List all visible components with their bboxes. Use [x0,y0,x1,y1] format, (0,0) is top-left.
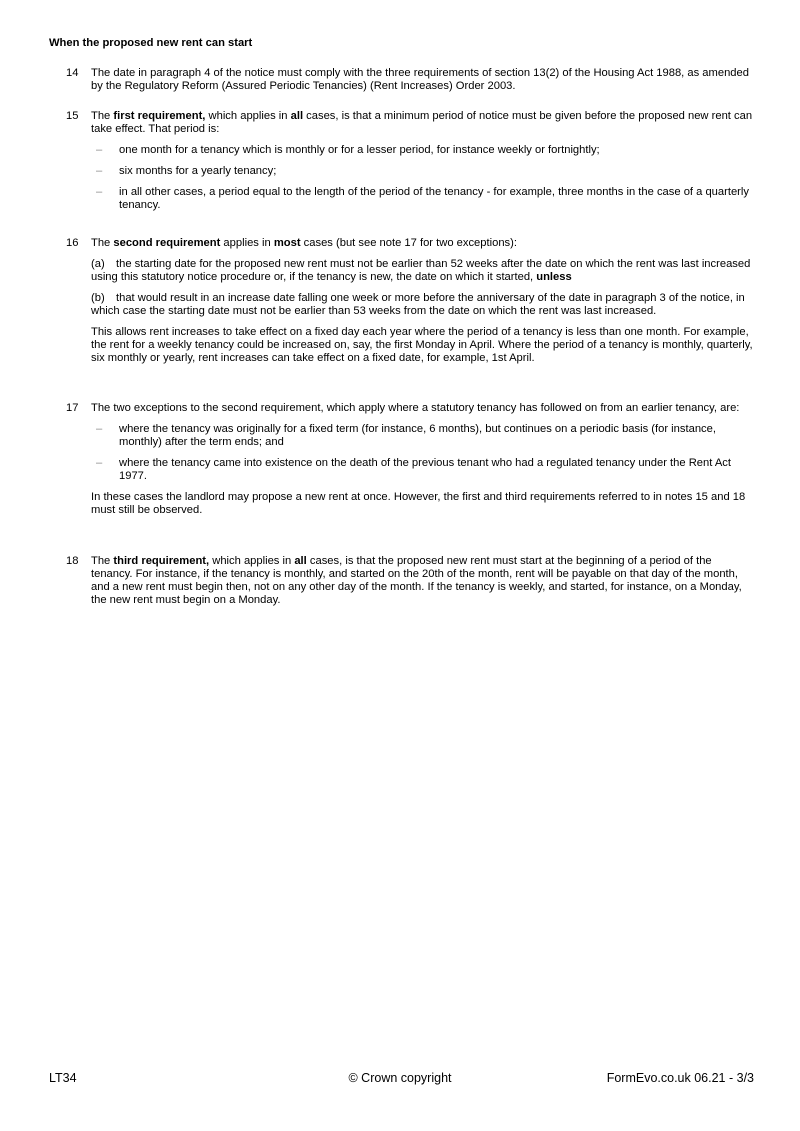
sub-item-a: (a) the starting date for the proposed new rent must not be earlier than 52 weeks after the date on which the rent was last increased using this statutory notice procedure or, if the tenancy is new, the date on which it started, unless [91,258,751,283]
list-item: – where the tenancy was originally for a fixed term (for instance, 6 months), but continues on a periodic basis (for instance, monthly) after the term ends; and [96,423,716,448]
list-item: – where the tenancy came into existence on the death of the previous tenant who had a regulated tenancy under the Rent Act 1977. [96,457,731,482]
sub-item-b: (b) that would result in an increase date falling one week or more before the anniversary of the date in paragraph 3 of the notice, in which case the starting date must not be earlier than 53 weeks from the date on which the rent was last increased. [91,292,745,317]
footer-copyright: © Crown copyright [348,1071,452,1085]
note-number: 16 [66,237,79,249]
note-15 [66,110,756,220]
note-14 [66,67,756,93]
note-number: 17 [66,402,79,414]
sub-paragraphs [91,258,756,365]
footer-form-code: LT34 [49,1071,77,1085]
footer-page-info: FormEvo.co.uk 06.21 - 3/3 [606,1071,754,1085]
bullet-list [91,144,756,212]
note-16 [66,237,756,373]
list-item: – six months for a yearly tenancy; [96,165,277,177]
dash-icon: – [96,186,103,198]
note-number: 14 [66,67,79,79]
dash-icon: – [96,165,103,177]
list-item: – one month for a tenancy which is monthly or for a lesser period, for instance weekly or fortnightly; [96,144,600,156]
note-text: The second requirement applies in most cases (but see note 17 for two exceptions): [91,237,517,249]
note-number: 18 [66,555,79,567]
dash-icon: – [96,423,103,435]
list-item: – in all other cases, a period equal to the length of the period of the tenancy - for example, three months in the case of a quarterly tenancy. [96,186,749,211]
note-text: The third requirement, which applies in all cases, is that the proposed new rent must start at the beginning of a period of the tenancy. For instance, if the tenancy is monthly, and started on the 20th of the month, rent will be payable on that day of the month, and a new rent must begin then, not on any other day of the month. If the tenancy is weekly, and started, for instance, on a Monday, the new rent must begin on a Monday. [91,555,742,606]
note-text: The date in paragraph 4 of the notice must comply with the three requirements of section 13(2) of the Housing Act 1988, as amended by the Regulatory Reform (Assured Periodic Tenancies) (Rent Increases) Order 2003. [91,67,749,92]
bullet-list [91,423,756,483]
dash-icon: – [96,144,103,156]
section-heading: When the proposed new rent can start [49,37,253,49]
note-18 [66,555,756,607]
note-text: The first requirement, which applies in all cases, is that a minimum period of notice must be given before the proposed new rent can take effect. That period is: [91,110,753,135]
explanatory-paragraph: In these cases the landlord may propose a new rent at once. However, the first and third requirements referred to in notes 15 and 18 must still be observed. [91,491,746,516]
dash-icon: – [96,457,103,469]
note-text: The two exceptions to the second requirement, which apply where a statutory tenancy has followed on from an earlier tenancy, are: [91,402,740,414]
explanatory-paragraph: This allows rent increases to take effect on a fixed day each year where the period of a tenancy is less than one month. For example, the rent for a weekly tenancy could be increased on, say, the first Monday in April. Where the period of a tenancy is monthly, quarterly, six monthly or yearly, rent increases can take effect on a fixed date, for example, 1st April. [91,326,753,364]
note-17 [66,402,756,525]
note-number: 15 [66,110,79,122]
